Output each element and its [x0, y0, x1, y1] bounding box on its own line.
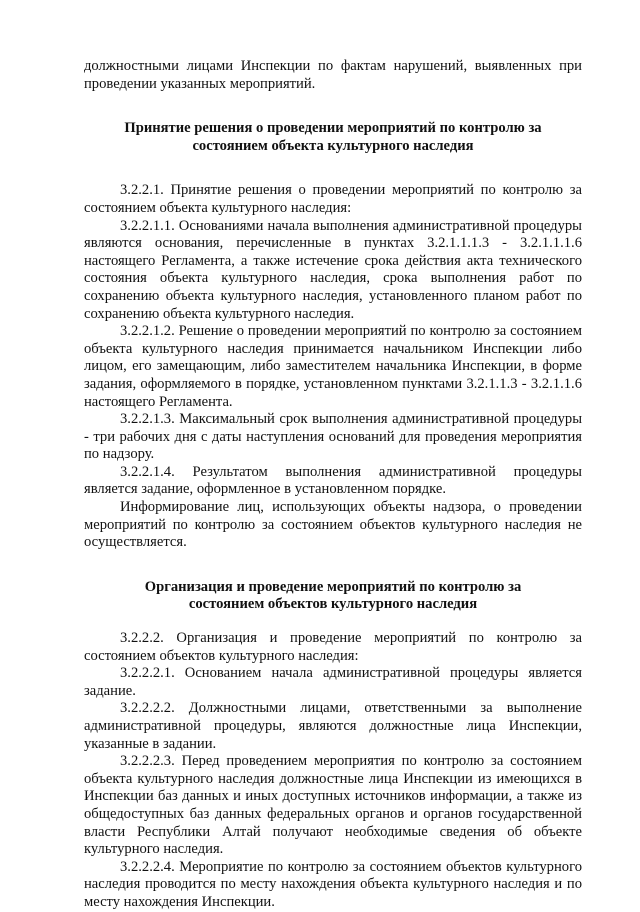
spacer — [84, 614, 582, 630]
section-heading-organization: Организация и проведение мероприятий по контролю за состоянием объектов культурного наследия — [144, 578, 522, 613]
spacer — [84, 155, 582, 182]
paragraph-3-2-2-2-2: 3.2.2.2.2. Должностными лицами, ответственными за выполнение административной процедуры, являются должностные лица Инспекции, указанные в задании. — [84, 700, 582, 752]
paragraph-3-2-2-2-4: 3.2.2.2.4. Мероприятие по контролю за состоянием объектов культурного наследия проводится по месту нахождения объекта культурного наследия и по месту нахождения Инспекции. — [84, 858, 582, 910]
paragraph-3-2-2-1-2: 3.2.2.1.2. Решение о проведении мероприятий по контролю за состоянием объекта культурного наследия принимается начальником Инспекции либо лицом, его замещающим, либо заместителем начальника Инспекции, в форме задания, оформляемого в порядке, установленном пунктами 3.2.1.1.3 - 3.2.1.1.6 настоящего Регламента. — [84, 323, 582, 410]
spacer — [84, 552, 582, 579]
paragraph-3-2-2-2-3: 3.2.2.2.3. Перед проведением мероприятия по контролю за состоянием объекта культурного наследия должностные лица Инспекции из имеющихся в Инспекции баз данных и иных доступных источников информации, а также из общедоступных баз данных федеральных органов и органов государственной власти Республики Алтай получают необходимые сведения об объекте культурного наследия. — [84, 753, 582, 858]
paragraph-3-2-2-1-4: 3.2.2.1.4. Результатом выполнения административной процедуры является задание, оформленное в установленном порядке. — [84, 463, 582, 498]
paragraph-3-2-2-1-1: 3.2.2.1.1. Основаниями начала выполнения административной процедуры являются основания, перечисленные в пунктах 3.2.1.1.1.3 - 3.2.1.1.1.6 настоящего Регламента, а также истечение срока действия акта технического состояния объекта культурного наследия, срока выполнения работ по сохранению объекта культурного наследия, установленного планом работ по сохранению объекта культурного наследия. — [84, 217, 582, 322]
paragraph-3-2-2-2-1: 3.2.2.2.1. Основанием начала административной процедуры является задание. — [84, 665, 582, 699]
paragraph-3-2-2-2: 3.2.2.2. Организация и проведение мероприятий по контролю за состоянием объектов культурного наследия: — [84, 630, 582, 664]
continuation-paragraph: должностными лицами Инспекции по фактам нарушений, выявленных при проведении указанных мероприятий. — [84, 58, 582, 92]
spacer — [84, 93, 582, 120]
paragraph-3-2-2-1: 3.2.2.1. Принятие решения о проведении мероприятий по контролю за состоянием объекта культурного наследия: — [84, 182, 582, 216]
document-page — [84, 58, 582, 912]
section-heading-decision: Принятие решения о проведении мероприятий по контролю за состоянием объекта культурного наследия — [124, 120, 542, 154]
paragraph-3-2-2-1-3: 3.2.2.1.3. Максимальный срок выполнения административной процедуры - три рабочих дня с даты наступления оснований для проведения мероприятия по надзору. — [84, 411, 582, 463]
paragraph-informing: Информирование лиц, использующих объекты надзора, о проведении мероприятий по контролю за состоянием объектов культурного наследия не осуществляется. — [84, 499, 582, 551]
